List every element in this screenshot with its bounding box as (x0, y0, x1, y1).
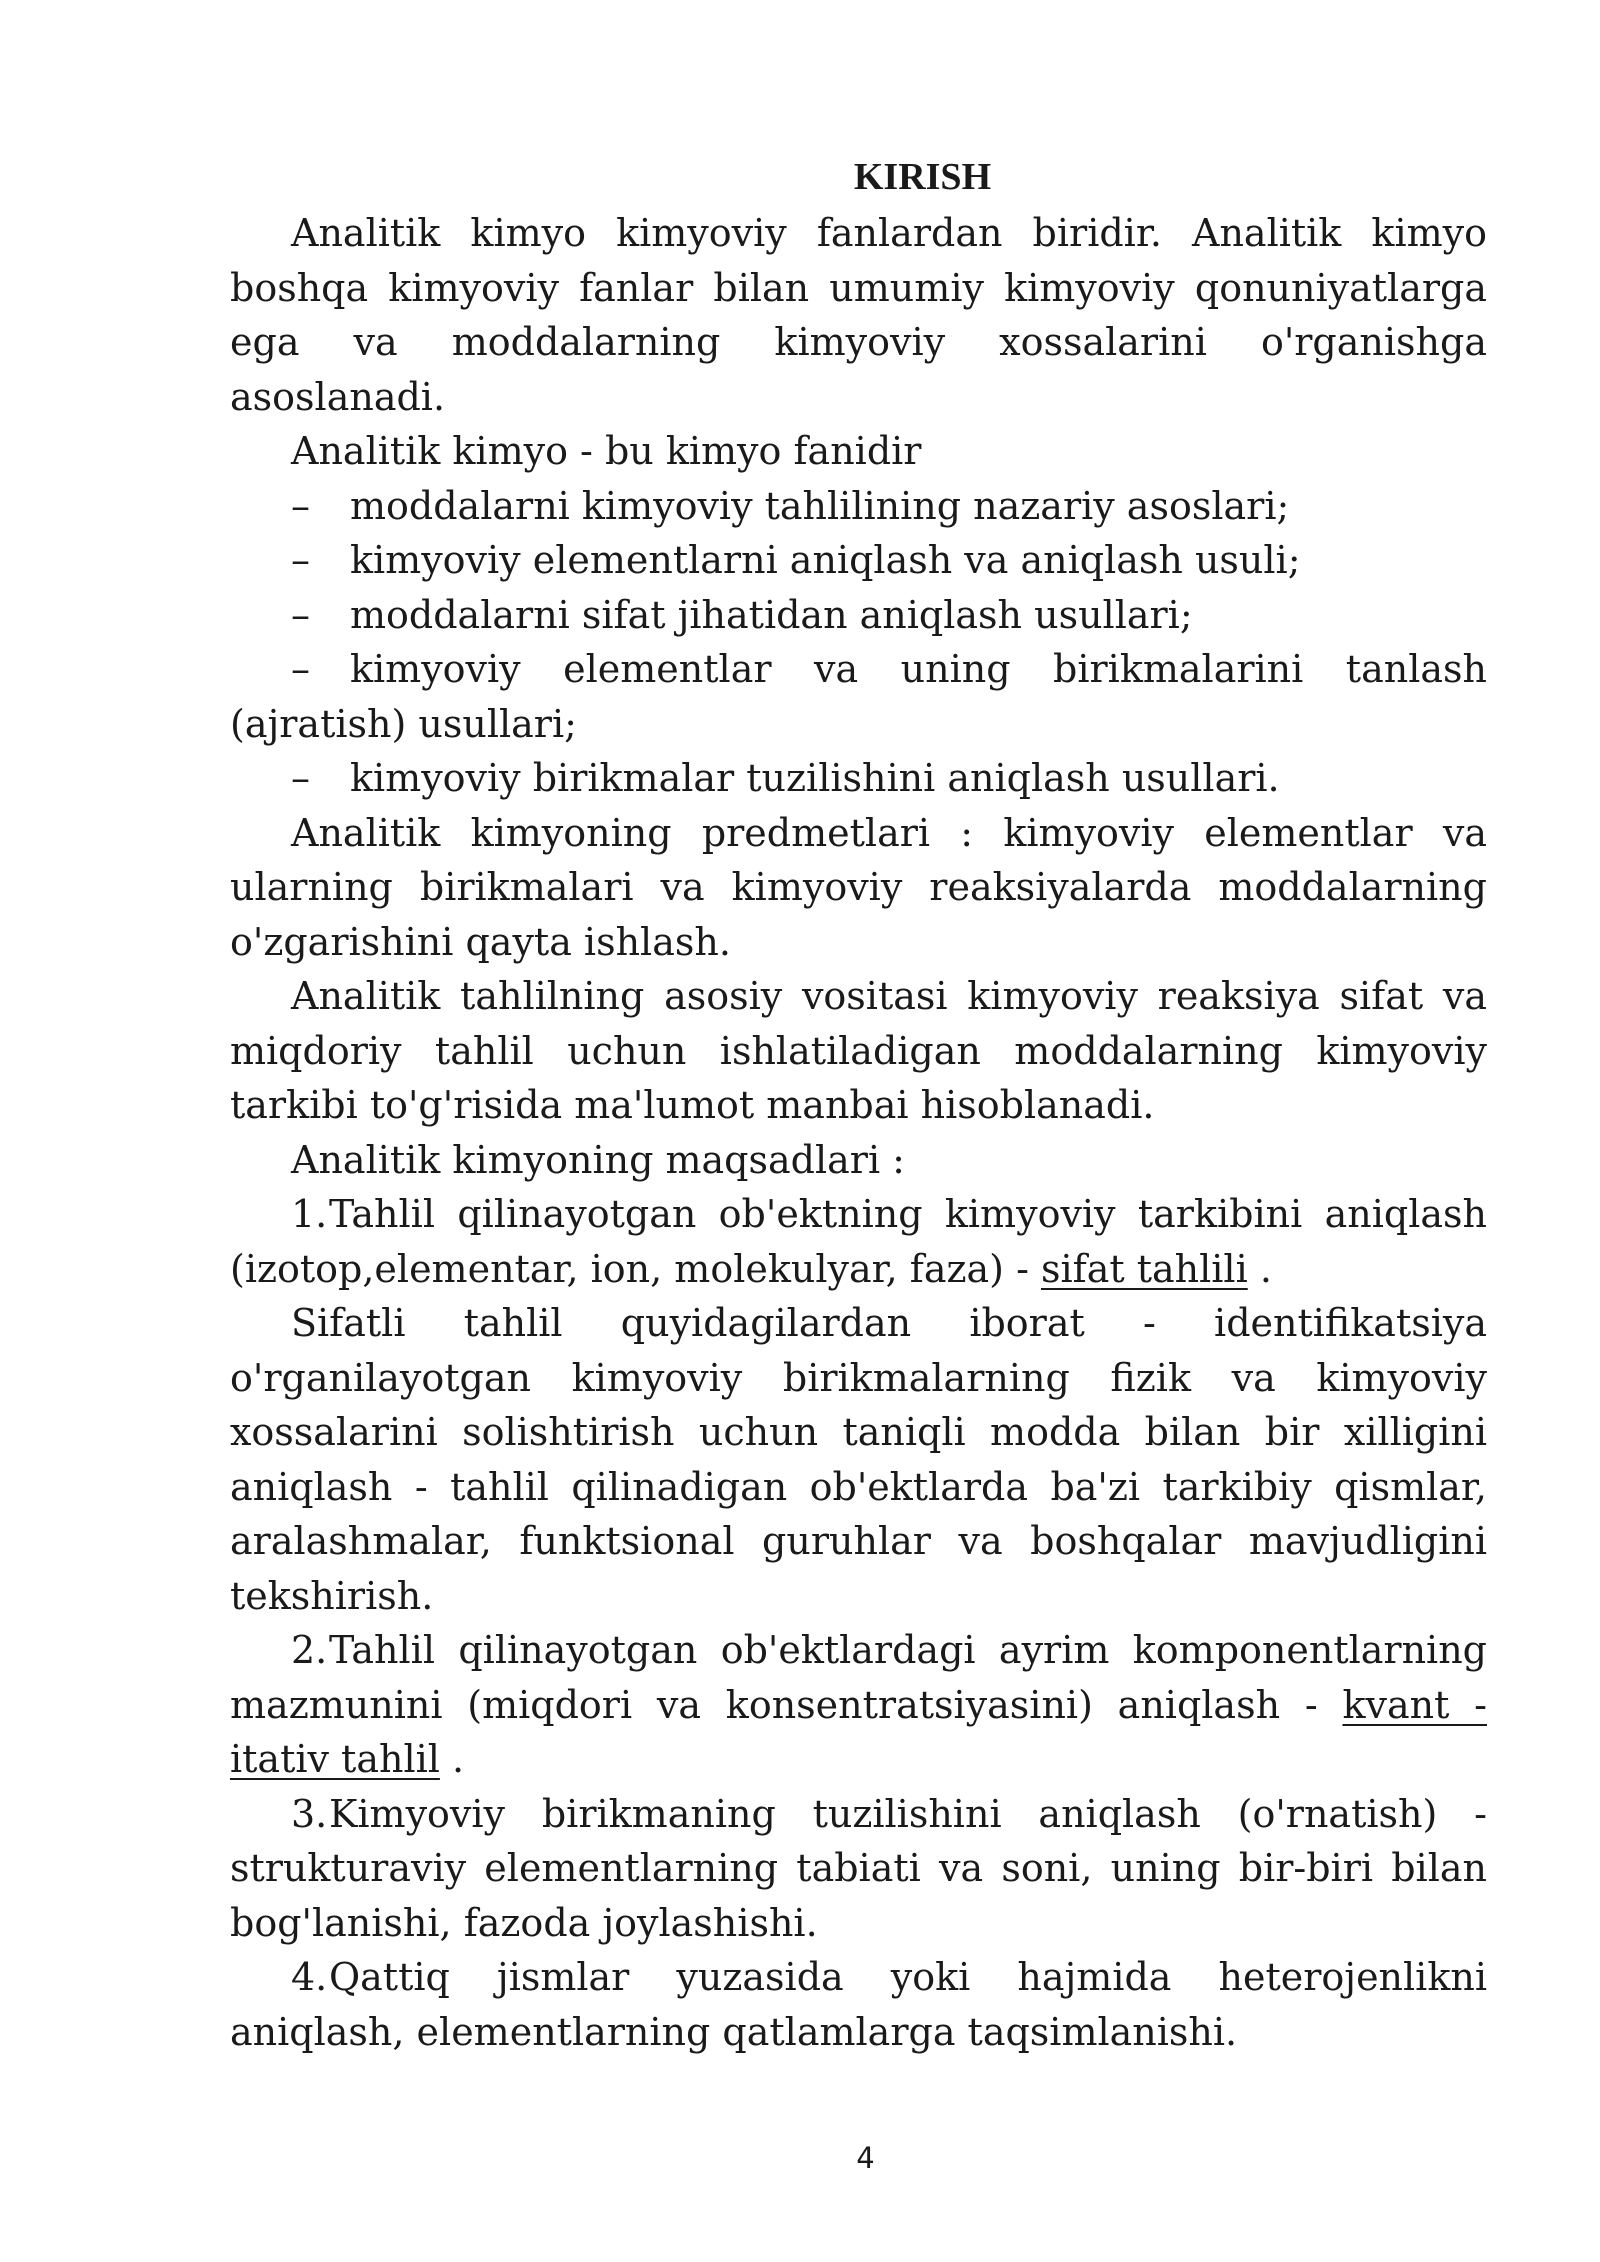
goal-number: 1. (291, 1192, 328, 1236)
dash-marker: – (291, 592, 310, 637)
list-item (230, 533, 1487, 588)
dash-marker: – (291, 756, 310, 800)
list-item-text: moddalarni kimyoviy tahlilining nazariy asoslari; (350, 483, 1290, 528)
qualitative-analysis-paragraph: Sifatli tahlil quyidagilardan iborat - identifikatsiya o'rganilayotgan kimyoviy birikmalarning fizik va kimyoviy xossalarini solishtirish uchun taniqli modda bilan bir xilligini aniqlash - tahlil qilinadigan ob'ektlarda ba'zi tarkibiy qismlar, aralashmalar, funktsional guruhlar va boshqalar mavjudligini tekshirish. (230, 1301, 1487, 1618)
goal-text: Tahlil qilinayotgan ob'ektlardagi ayrim komponentlarning mazmunini (miqdori va konsentratsiyasini) aniqlash - (230, 1628, 1487, 1727)
list-item-text: kimyoviy birikmalar tuzilishini aniqlash usullari. (350, 756, 1280, 800)
goal-text: Qattiq jismlar yuzasida yoki hajmida heterojenlikni aniqlash, elementlarning qatlamlarga taqsimlanishi. (230, 1955, 1487, 2054)
page-title: KIRISH (853, 156, 992, 198)
tools-paragraph: Analitik tahlilning asosiy vositasi kimyoviy reaksiya sifat va miqdoriy tahlil uchun ishlatiladigan moddalarning kimyoviy tarkibi to'g'risida ma'lumot manbai hisoblanadi. (230, 974, 1487, 1127)
page-number: 4 (856, 2141, 875, 2175)
goal-item-4 (230, 1950, 1487, 2059)
list-item-text: kimyoviy elementlar va uning birikmalarini tanlash (ajratish) usullari; (230, 647, 1487, 746)
goal-item-1 (230, 1187, 1487, 1296)
goal-item-3 (230, 1787, 1487, 1951)
list-item (230, 588, 1487, 643)
definition-lead: Analitik kimyo - bu kimyo fanidir (291, 429, 922, 473)
quantitative-analysis-link[interactable]: kvant - itativ tahlil (230, 1682, 1488, 1781)
qualitative-analysis-link[interactable]: sifat tahlili (1041, 1246, 1248, 1291)
goal-end: . (1247, 1246, 1272, 1291)
list-item (230, 751, 1487, 806)
goal-end: . (439, 1737, 465, 1781)
page-content (230, 150, 1487, 2059)
list-item (230, 479, 1487, 534)
goals-heading: Analitik kimyoning maqsadlari : (291, 1137, 905, 1182)
intro-paragraph: Analitik kimyo kimyoviy fanlardan biridir. Analitik kimyo boshqa kimyoviy fanlar bilan umumiy kimyoviy qonuniyatlarga ega va moddalarning kimyoviy xossalarini o'rganishga asoslanadi. (230, 211, 1487, 419)
goal-number: 3. (291, 1791, 328, 1836)
goal-text: Tahlil qilinayotgan ob'ektning kimyoviy tarkibini aniqlash (izotop,elementar, ion, molekulyar, faza) - (230, 1192, 1487, 1291)
list-item (230, 642, 1487, 751)
goal-number: 4. (291, 1955, 328, 1999)
dash-marker: – (291, 538, 310, 582)
dash-marker: – (291, 483, 310, 528)
goal-item-2 (230, 1623, 1487, 1787)
list-item-text: kimyoviy elementlarni aniqlash va aniqlash usuli; (350, 538, 1301, 582)
goal-number: 2. (291, 1628, 328, 1672)
goal-text: Kimyoviy birikmaning tuzilishini aniqlash (o'rnatish) - strukturaviy elementlarning tabiati va soni, uning bir-biri bilan bog'lanishi, fazoda joylashishi. (230, 1791, 1487, 1945)
list-item-text: moddalarni sifat jihatidan aniqlash usullari; (350, 592, 1193, 637)
subjects-paragraph: Analitik kimyoning predmetlari : kimyoviy elementlar va ularning birikmalari va kimyoviy reaksiyalarda moddalarning o'zgarishini qayta ishlash. (230, 810, 1487, 964)
dash-marker: – (291, 647, 310, 691)
